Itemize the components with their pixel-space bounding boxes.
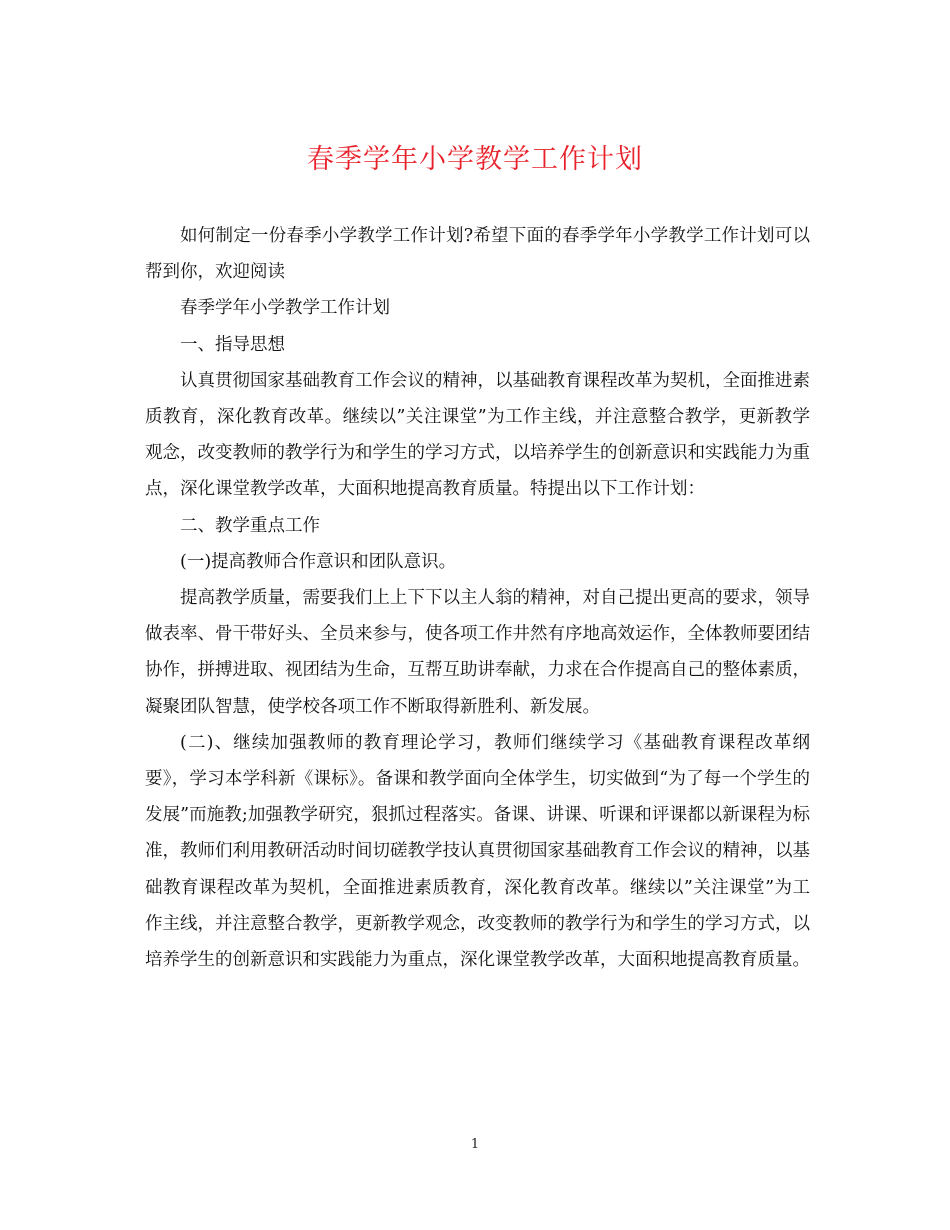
subsection-heading-teamwork: (一)提高教师合作意识和团队意识。 xyxy=(180,551,457,572)
teamwork-paragraph: 提高教学质量，需要我们上上下下以主人翁的精神，对自己提出更高的要求，领导做表率、骨干带好头、全员来参与，使各项工作井然有序地高效运作，全体教师要团结协作，拼搏进取、视团结为生命，互帮互助讲奉献，力求在合作提高自己的整体素质，凝聚团队智慧，使学校各项工作不断取得新胜利、新发展。 xyxy=(145,588,810,717)
document-body xyxy=(145,218,810,978)
section-heading-key-work: 二、教学重点工作 xyxy=(180,515,320,536)
document-title: 春季学年小学教学工作计划 xyxy=(307,144,643,175)
theory-study-paragraph: (二)、继续加强教师的教育理论学习，教师们继续学习《基础教育课程改革纲要》，学习本学科新《课标》。备课和教学面向全体学生，切实做到“为了每一个学生的发展”而施教;加强教学研究，狠抓过程落实。备课、讲课、听课和评课都以新课程为标准，教师们利用教研活动时间切磋教学技认真贯彻国家基础教育工作会议的精神，以基础教育课程改革为契机，全面推进素质教育，深化教育改革。继续以”关注课堂”为工作主线，并注意整合教学，更新教学观念，改变教师的教学行为和学生的学习方式，以培养学生的创新意识和实践能力为重点，深化课堂教学改革，大面积地提高教育质量。 xyxy=(145,732,810,971)
section-heading-guiding-ideology: 一、指导思想 xyxy=(180,334,285,355)
guiding-ideology-paragraph: 认真贯彻国家基础教育工作会议的精神，以基础教育课程改革为契机，全面推进素质教育，深化教育改革。继续以”关注课堂”为工作主线，并注意整合教学，更新教学观念，改变教师的教学行为和学生的学习方式，以培养学生的创新意识和实践能力为重点，深化课堂教学改革，大面积地提高教育质量。特提出以下工作计划： xyxy=(145,370,810,500)
page-number: 1 xyxy=(470,1137,480,1152)
intro-paragraph: 如何制定一份春季小学教学工作计划?希望下面的春季学年小学教学工作计划可以帮到你，欢迎阅读 xyxy=(145,226,810,283)
subtitle-paragraph: 春季学年小学教学工作计划 xyxy=(180,298,390,319)
